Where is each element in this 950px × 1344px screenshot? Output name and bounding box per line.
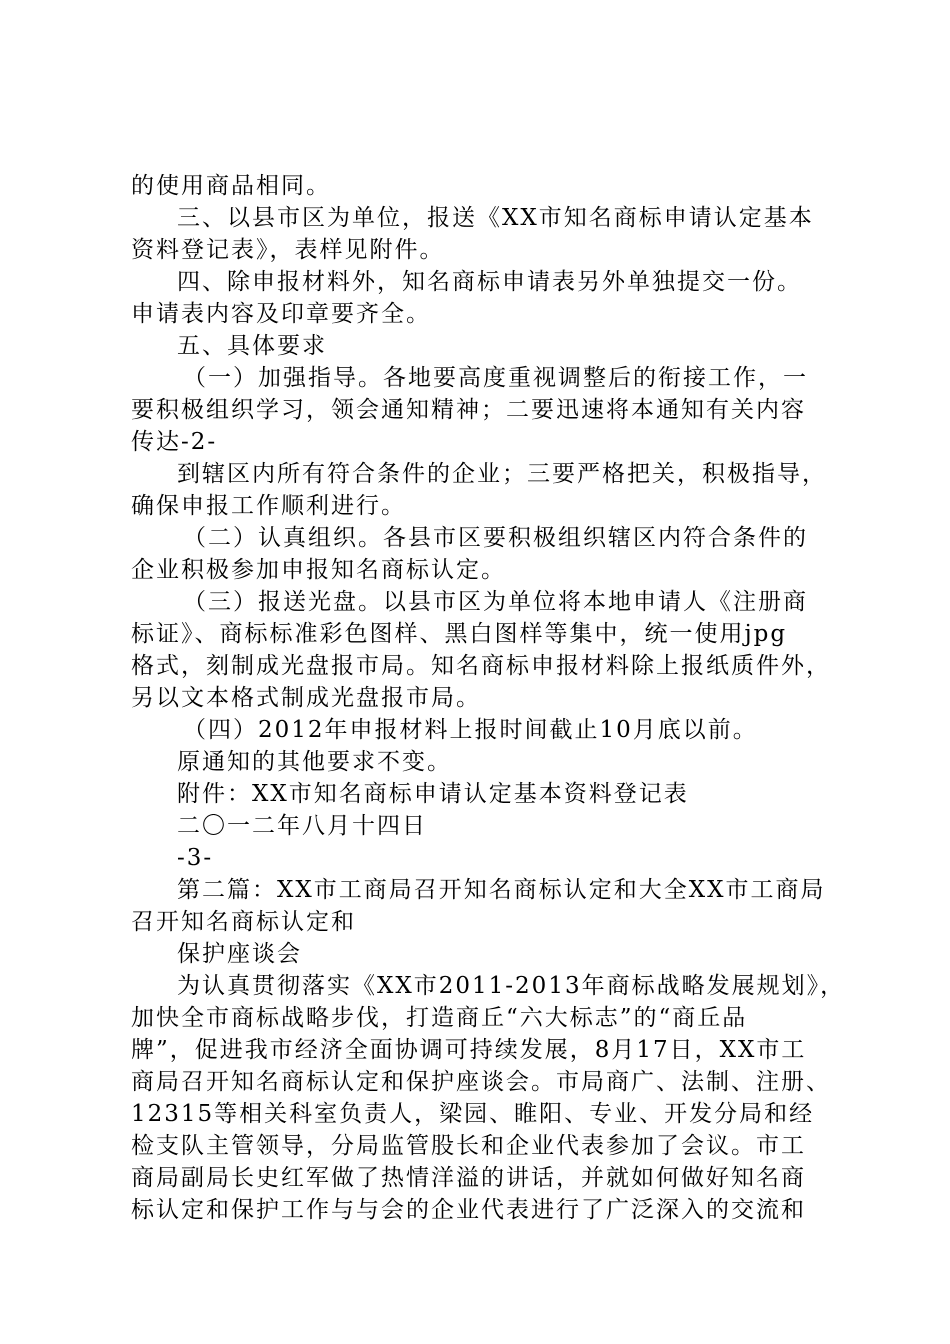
text-line-23: 第二篇：XX市工商局召开知名商标认定和大全XX市工商局 xyxy=(177,877,826,903)
text-line-28: 牌”，促进我市经济全面协调可持续发展，8月17日，XX市工 xyxy=(131,1037,807,1063)
text-line-17: 另以文本格式制成光盘报市局。 xyxy=(131,685,481,711)
text-line-29: 商局召开知名商标认定和保护座谈会。市局商广、法制、注册、 xyxy=(131,1069,831,1095)
text-line-7: （一）加强指导。各地要高度重视调整后的衔接工作，一 xyxy=(183,365,808,391)
text-line-32: 商局副局长史红军做了热情洋溢的讲话，并就如何做好知名商 xyxy=(131,1165,806,1191)
text-line-6: 五、具体要求 xyxy=(177,333,327,359)
text-line-24: 召开知名商标认定和 xyxy=(131,909,356,935)
text-line-10: 到辖区内所有符合条件的企业；三要严格把关，积极指导， xyxy=(177,461,827,487)
text-line-2: 三、以县市区为单位，报送《XX市知名商标申请认定基本 xyxy=(177,205,814,231)
text-line-30: 12315等相关科室负责人，梁园、睢阳、专业、开发分局和经 xyxy=(131,1101,815,1127)
text-line-31: 检支队主管领导，分局监管股长和企业代表参加了会议。市工 xyxy=(131,1133,806,1159)
text-line-5: 申请表内容及印章要齐全。 xyxy=(131,301,431,327)
text-line-13: 企业积极参加申报知名商标认定。 xyxy=(131,557,506,583)
text-line-25: 保护座谈会 xyxy=(177,941,302,967)
document-body xyxy=(131,170,846,1226)
text-line-33: 标认定和保护工作与与会的企业代表进行了广泛深入的交流和 xyxy=(131,1197,806,1223)
text-line-26: 为认真贯彻落实《XX市2011-2013年商标战略发展规划》， xyxy=(177,973,846,999)
text-line-1: 的使用商品相同。 xyxy=(131,173,331,199)
text-line-18: （四）2012年申报材料上报时间截止10月底以前。 xyxy=(183,717,758,743)
text-line-19: 原通知的其他要求不变。 xyxy=(177,749,452,775)
text-line-12: （二）认真组织。各县市区要积极组织辖区内符合条件的 xyxy=(183,525,808,551)
text-line-4: 四、除申报材料外，知名商标申请表另外单独提交一份。 xyxy=(177,269,802,295)
text-line-16: 格式，刻制成光盘报市局。知名商标申报材料除上报纸质件外， xyxy=(131,653,831,679)
text-line-11: 确保申报工作顺利进行。 xyxy=(131,493,406,519)
page-number-3: -3- xyxy=(177,845,214,871)
text-line-21: 二〇一二年八月十四日 xyxy=(177,813,427,839)
text-line-8: 要积极组织学习，领会通知精神；二要迅速将本通知有关内容 xyxy=(131,397,806,423)
text-line-9: 传达-2- xyxy=(131,429,218,455)
text-line-14: （三）报送光盘。以县市区为单位将本地申请人《注册商 xyxy=(183,589,808,615)
text-line-27: 加快全市商标战略步伐，打造商丘“六大标志”的“商丘品 xyxy=(131,1005,748,1031)
text-line-20: 附件：XX市知名商标申请认定基本资料登记表 xyxy=(177,781,689,807)
text-line-15: 标证》、商标标准彩色图样、黑白图样等集中，统一使用jpg xyxy=(131,621,788,647)
text-line-3: 资料登记表》，表样见附件。 xyxy=(131,237,445,263)
